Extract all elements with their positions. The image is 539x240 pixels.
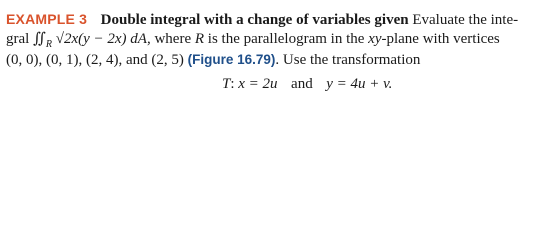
integrand: √2x(y − 2x) dA bbox=[55, 31, 147, 47]
transformation-eq-x: x = 2u bbox=[238, 76, 278, 92]
figure-reference-link[interactable]: (Figure 16.79) bbox=[187, 52, 276, 67]
example-title: Double integral with a change of variables given bbox=[100, 12, 409, 28]
example-label: EXAMPLE 3 bbox=[6, 11, 88, 27]
example-text-line1: Evaluate the inte- bbox=[412, 12, 519, 28]
example-block bbox=[0, 0, 539, 100]
plane-name: xy bbox=[368, 31, 382, 47]
use-transformation-text: . Use the transformation bbox=[275, 52, 421, 68]
vertices-list: (0, 0), (0, 1), (2, 4), and (2, 5) bbox=[6, 52, 184, 68]
example-text-line3 bbox=[6, 50, 420, 70]
plane-vertices-text: -plane with vertices bbox=[381, 31, 500, 47]
transformation-connector: and bbox=[291, 76, 313, 92]
example-heading-line bbox=[6, 10, 518, 30]
where-text: , where bbox=[146, 31, 192, 47]
region-variable: R bbox=[194, 31, 205, 47]
gral-text: gral bbox=[6, 31, 30, 47]
double-integral-symbol: ∬ bbox=[33, 31, 46, 47]
parallelogram-text: is the parallelogram in the bbox=[207, 31, 365, 47]
transformation-name: T bbox=[222, 76, 231, 92]
transformation-equation: T: x = 2u and y = 4u + v. bbox=[222, 76, 393, 92]
transformation-eq-y: y = 4u + v. bbox=[326, 76, 393, 92]
integral-region-subscript: R bbox=[45, 39, 52, 50]
